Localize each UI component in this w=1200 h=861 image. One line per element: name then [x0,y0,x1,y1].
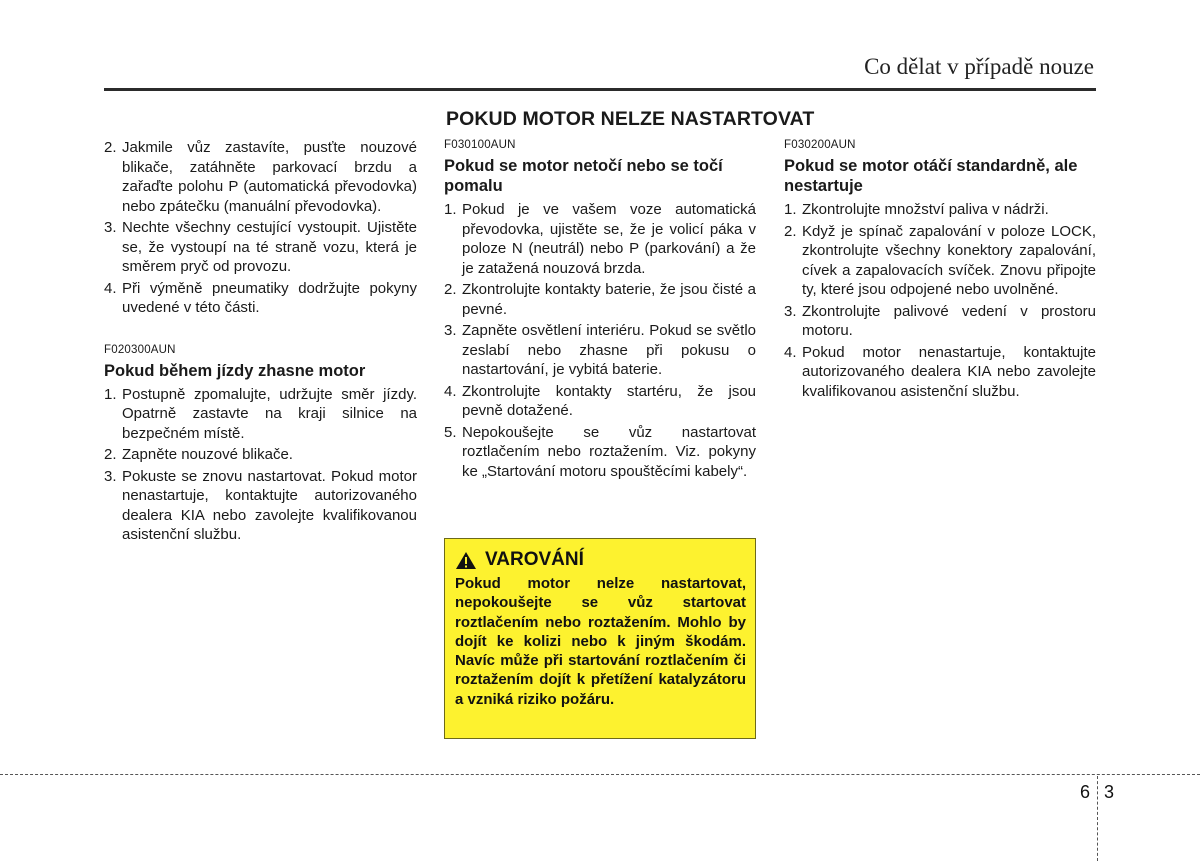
list-item [104,138,417,216]
step-number: 2. [104,446,117,463]
list-item [444,423,756,482]
page-number: 3 [1104,782,1115,802]
list-item [444,321,756,380]
list-item [104,218,417,277]
step-text: Postupně zpomalujte, udržujte směr jízdy. Opatrně zastavte na kraji silnice na bezpečném místě. [122,385,417,442]
subsection-heading: Pokud se motor netočí nebo se točí pomalu [444,157,723,195]
step-text: Zkontrolujte množství paliva v nádrži. [802,201,1049,218]
list-item [784,222,1096,300]
continued-steps-list [104,138,417,318]
section-code: F030100AUN [444,139,516,151]
step-number: 3. [104,219,117,236]
list-item [444,200,756,278]
step-text: Jakmile vůz zastavíte, pusťte nouzové blikače, zatáhněte parkovací brzdu a zařaďte polohu P (automatická převodovka) nebo zpátečku (manuální převodovka). [122,139,417,215]
step-number: 4. [104,279,117,297]
list-item [784,302,1096,341]
step-number: 3. [444,322,457,339]
warning-text: Pokud motor nelze nastartovat, nepokoušejte se vůz startovat roztlačením nebo roztažením. Mohlo by dojít ke kolizi nebo k jiným škodám. Navíc může při startování roztlačením či roztažením dojít k přetížení katalyzátoru a vzniká riziko požáru. [455,575,746,708]
page-number-divider [1097,776,1098,861]
step-number: 2. [104,139,117,156]
warning-header [455,549,746,571]
list-item [444,280,756,319]
subsection-heading: Pokud během jízdy zhasne motor [104,361,366,380]
step-text: Nechte všechny cestující vystoupit. Ujistěte se, že vystoupí na té straně vozu, která je směrem pryč od provozu. [122,219,417,275]
section-title: POKUD MOTOR NELZE NASTARTOVAT [446,108,815,130]
list-item [784,200,1096,220]
list-item [444,382,756,421]
chapter-number: 6 [1080,782,1091,802]
step-text: Při výměně pneumatiky dodržujte pokyny uvedené v této části. [122,279,417,316]
list-item [104,385,417,444]
step-number: 5. [444,423,457,441]
list-item [104,467,417,545]
step-text: Zkontrolujte palivové vedení v prostoru motoru. [802,302,1096,339]
step-number: 1. [104,385,117,403]
step-text: Zapněte nouzové blikače. [122,446,293,463]
warning-triangle-icon [455,551,477,570]
section-code: F020300AUN [104,343,176,356]
section-code: F030200AUN [784,139,856,151]
left-column [104,138,417,547]
step-number: 1. [444,201,457,218]
step-number: 4. [784,343,797,361]
subsection-heading: Pokud se motor otáčí standardně, ale nestartuje [784,157,1078,195]
step-number: 1. [784,201,797,218]
step-number: 2. [784,222,797,240]
step-text: Pokud motor nenastartuje, kontaktujte autorizovaného dealera KIA nebo zavolejte kvalifikovanou asistenční službu. [802,343,1096,400]
step-text: Zapněte osvětlení interiéru. Pokud se světlo zeslabí nebo zhasne při pokusu o nastartování, je vybitá baterie. [462,322,756,378]
chapter-title: Co dělat v případě nouze [864,54,1094,79]
list-item [784,343,1096,402]
step-text: Zkontrolujte kontakty startéru, že jsou pevně dotažené. [462,382,756,419]
step-number: 3. [104,467,117,485]
footer-rule [0,774,1200,775]
right-column [784,138,1096,403]
step-number: 2. [444,281,457,298]
list-item [104,445,417,465]
step-text: Pokud je ve vašem voze automatická převodovka, ujistěte se, že je volicí páka v poloze N (neutrál) nebo P (parkování) a že je zatažená nouzová brzda. [462,201,756,277]
warning-box [444,538,756,739]
step-number: 4. [444,382,457,400]
step-text: Pokuste se znovu nastartovat. Pokud motor nenastartuje, kontaktujte autorizovaného dealera KIA nebo zavolejte kvalifikovanou asistenční službu. [122,467,417,543]
list-item [104,279,417,318]
steps-list [444,200,756,481]
step-number: 3. [784,302,797,320]
header-rule [104,88,1096,91]
steps-list [784,200,1096,401]
steps-list [104,385,417,545]
step-text: Když je spínač zapalování v poloze LOCK, zkontrolujte všechny konektory zapalování, cívek a zapalovacích svíček. Znovu připojte ty, které jsou odpojené nebo uvolněné. [802,222,1096,298]
middle-column [444,138,756,483]
step-text: Zkontrolujte kontakty baterie, že jsou čisté a pevné. [462,281,756,318]
warning-title: VAROVÁNÍ [485,549,584,570]
step-text: Nepokoušejte se vůz nastartovat roztlačením nebo roztažením. Viz. pokyny ke „Startování motoru spouštěcími kabely“. [462,423,756,480]
